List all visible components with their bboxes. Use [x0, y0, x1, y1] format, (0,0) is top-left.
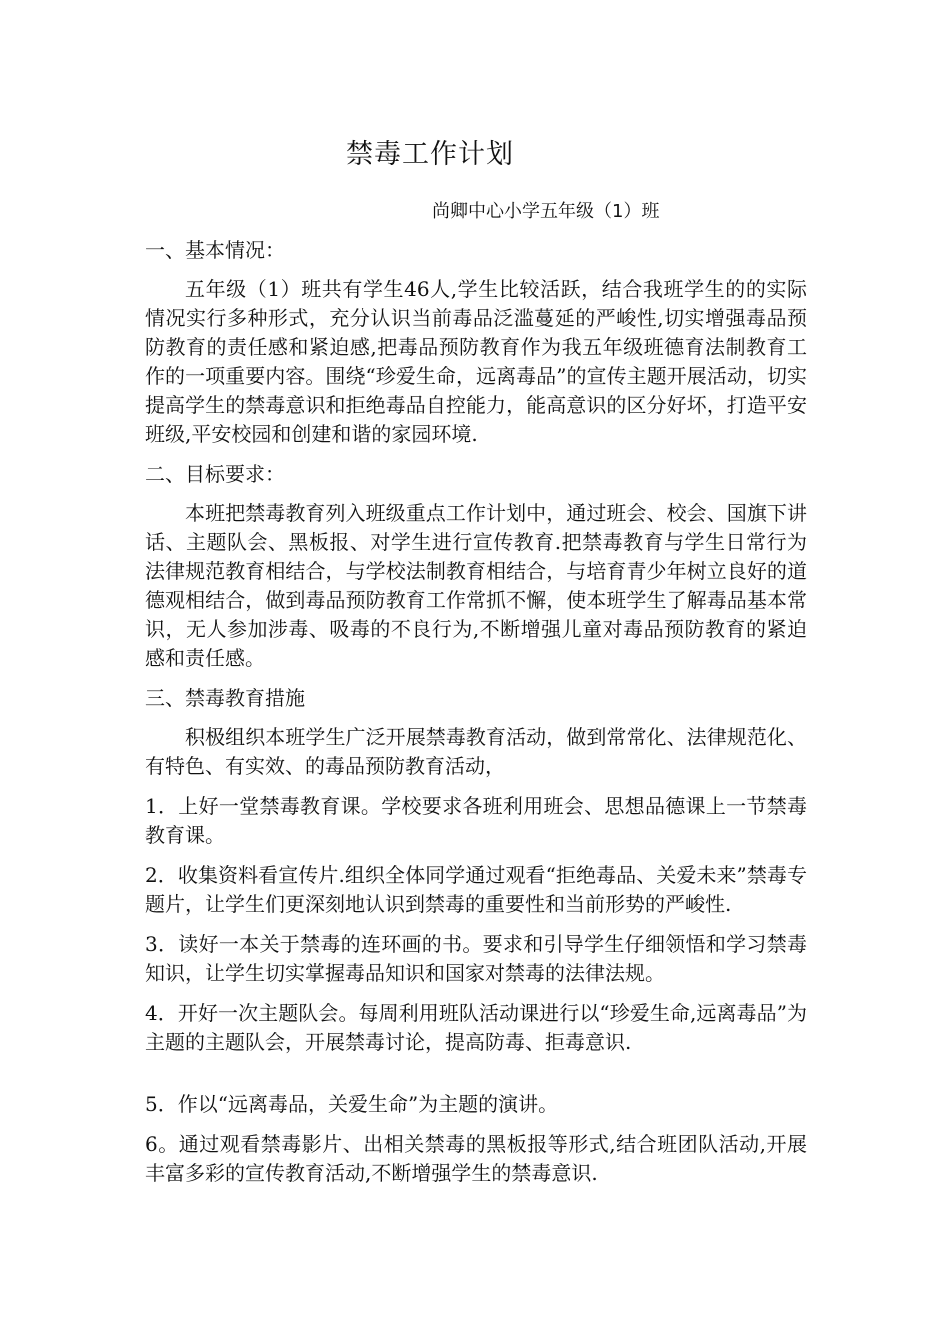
- measure-item-6: 6。通过观看禁毒影片、出相关禁毒的黑板报等形式,结合班团队活动,开展丰富多彩的宣传教育活动,不断增强学生的禁毒意识.: [145, 1132, 807, 1185]
- measure-item-1: 1．上好一堂禁毒教育课。学校要求各班利用班会、思想品德课上一节禁毒教育课。: [145, 794, 807, 847]
- paragraph-basic-situation: 五年级（1）班共有学生46人,学生比较活跃，结合我班学生的的实际情况实行多种形式，充分认识当前毒品泛滥蔓延的严峻性,切实增强毒品预防教育的责任感和紧迫感,把毒品预防教育作为我五年级班德育法制教育工作的一项重要内容。围绕“珍爱生命，远离毒品”的宣传主题开展活动，切实提高学生的禁毒意识和拒绝毒品自控能力，能高意识的区分好坏，打造平安班级,平安校园和创建和谐的家园环境.: [145, 277, 807, 446]
- section-heading-basic: 一、基本情况：: [145, 238, 285, 262]
- document-title: 禁毒工作计划: [346, 139, 514, 170]
- measure-item-5: 5．作以“远离毒品，关爱生命”为主题的演讲。: [145, 1092, 559, 1116]
- document-subtitle: 尚卿中心小学五年级（1）班: [432, 201, 660, 222]
- paragraph-measures-intro: 积极组织本班学生广泛开展禁毒教育活动，做到常常化、法律规范化、有特色、有实效、的毒品预防教育活动，: [145, 725, 807, 778]
- measure-item-3: 3．读好一本关于禁毒的连环画的书。要求和引导学生仔细领悟和学习禁毒知识，让学生切实掌握毒品知识和国家对禁毒的法律法规。: [145, 932, 807, 985]
- document-body: [145, 236, 807, 1199]
- paragraph-goals: 本班把禁毒教育列入班级重点工作计划中，通过班会、校会、国旗下讲话、主题队会、黑板报、对学生进行宣传教育.把禁毒教育与学生日常行为法律规范教育相结合，与学校法制教育相结合，与培育青少年树立良好的道德观相结合，做到毒品预防教育工作常抓不懈，使本班学生了解毒品基本常识，无人参加涉毒、吸毒的不良行为,不断增强儿童对毒品预防教育的紧迫感和责任感。: [145, 501, 807, 670]
- measure-item-2: 2．收集资料看宣传片.组织全体同学通过观看“拒绝毒品、关爱未来”禁毒专题片，让学生们更深刻地认识到禁毒的重要性和当前形势的严峻性.: [145, 863, 807, 916]
- section-heading-goals: 二、目标要求：: [145, 462, 285, 486]
- section-heading-measures: 三、禁毒教育措施: [145, 686, 305, 710]
- measure-item-4: 4．开好一次主题队会。每周利用班队活动课进行以“珍爱生命,远离毒品”为主题的主题队会，开展禁毒讨论，提高防毒、拒毒意识.: [145, 1001, 807, 1054]
